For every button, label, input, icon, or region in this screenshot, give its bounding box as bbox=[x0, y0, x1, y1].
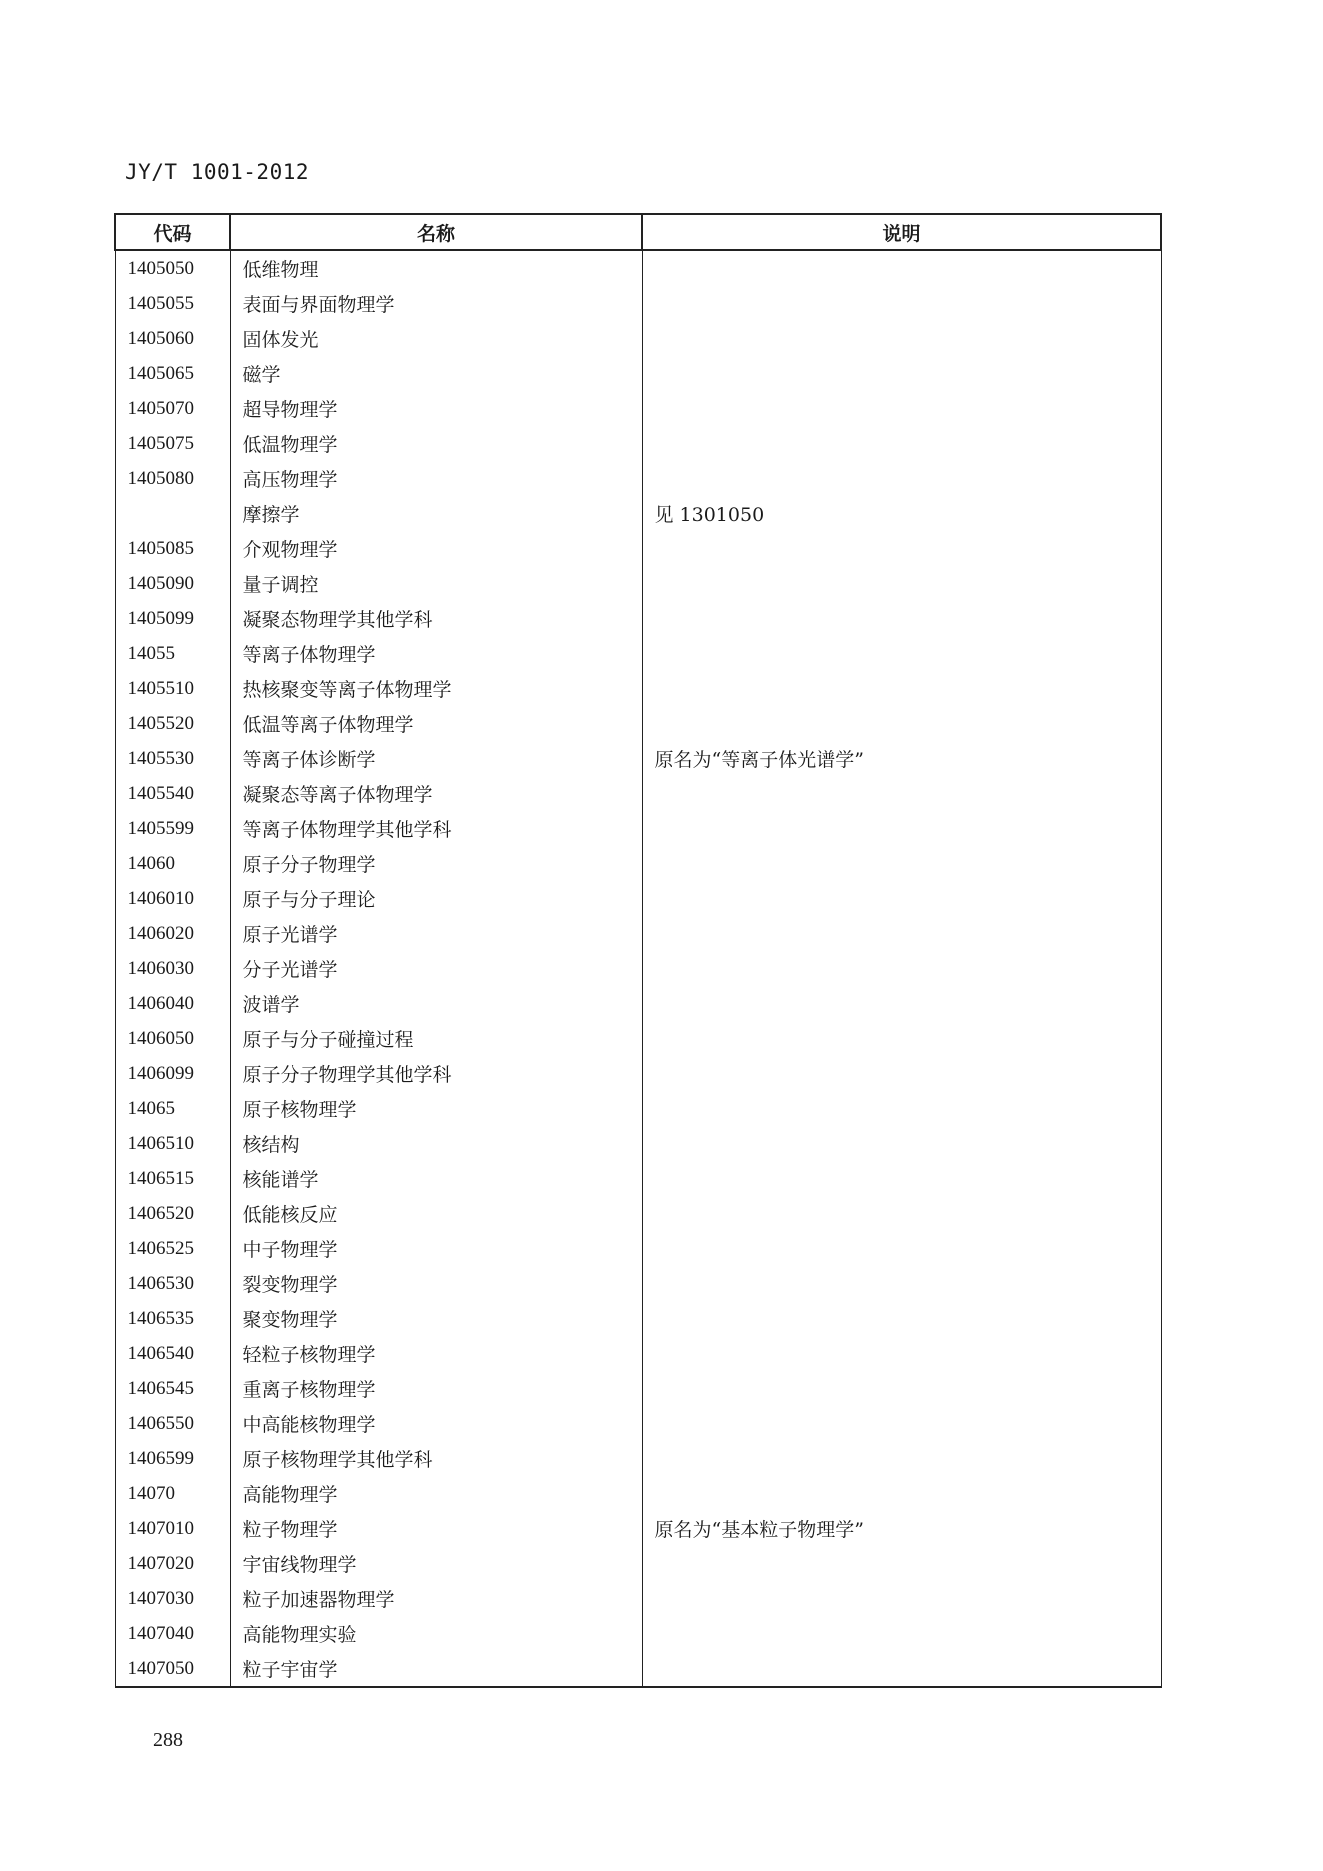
table-row bbox=[115, 776, 1161, 811]
name-cell: 核结构 bbox=[230, 1126, 642, 1161]
table-row bbox=[115, 1546, 1161, 1581]
code-cell: 1407040 bbox=[115, 1616, 230, 1651]
note-cell: 见 1301050 bbox=[642, 496, 1161, 531]
table-row bbox=[115, 1616, 1161, 1651]
note-cell bbox=[642, 531, 1161, 566]
note-cell bbox=[642, 776, 1161, 811]
note-cell: 原名为“基本粒子物理学” bbox=[642, 1511, 1161, 1546]
name-cell: 高压物理学 bbox=[230, 461, 642, 496]
table-row bbox=[115, 811, 1161, 846]
table-row bbox=[115, 1371, 1161, 1406]
name-cell: 高能物理学 bbox=[230, 1476, 642, 1511]
table-row bbox=[115, 356, 1161, 391]
code-cell: 1407050 bbox=[115, 1651, 230, 1687]
code-cell: 1406515 bbox=[115, 1161, 230, 1196]
code-cell: 1405075 bbox=[115, 426, 230, 461]
code-cell: 1406040 bbox=[115, 986, 230, 1021]
table-row bbox=[115, 951, 1161, 986]
table-row bbox=[115, 1336, 1161, 1371]
name-cell: 热核聚变等离子体物理学 bbox=[230, 671, 642, 706]
note-cell bbox=[642, 391, 1161, 426]
note-cell bbox=[642, 1161, 1161, 1196]
note-cell bbox=[642, 321, 1161, 356]
code-cell: 14060 bbox=[115, 846, 230, 881]
code-cell: 1406050 bbox=[115, 1021, 230, 1056]
note-cell bbox=[642, 1021, 1161, 1056]
name-cell: 粒子加速器物理学 bbox=[230, 1581, 642, 1616]
code-cell: 1405530 bbox=[115, 741, 230, 776]
note-cell bbox=[642, 811, 1161, 846]
code-cell: 1406599 bbox=[115, 1441, 230, 1476]
code-cell: 1405510 bbox=[115, 671, 230, 706]
note-cell bbox=[642, 426, 1161, 461]
code-cell: 1406525 bbox=[115, 1231, 230, 1266]
note-cell bbox=[642, 356, 1161, 391]
code-cell: 1407030 bbox=[115, 1581, 230, 1616]
code-cell: 1405090 bbox=[115, 566, 230, 601]
note-cell bbox=[642, 1406, 1161, 1441]
table-row bbox=[115, 1231, 1161, 1266]
note-cell bbox=[642, 1056, 1161, 1091]
table-row bbox=[115, 1301, 1161, 1336]
table-row bbox=[115, 986, 1161, 1021]
code-cell: 1406020 bbox=[115, 916, 230, 951]
table-row bbox=[115, 1476, 1161, 1511]
name-cell: 低温等离子体物理学 bbox=[230, 706, 642, 741]
name-cell: 原子与分子理论 bbox=[230, 881, 642, 916]
note-cell bbox=[642, 706, 1161, 741]
table-row bbox=[115, 250, 1161, 286]
table-row bbox=[115, 461, 1161, 496]
code-cell: 1406535 bbox=[115, 1301, 230, 1336]
note-cell bbox=[642, 1546, 1161, 1581]
note-cell bbox=[642, 566, 1161, 601]
table-row bbox=[115, 881, 1161, 916]
table-row bbox=[115, 1581, 1161, 1616]
name-cell: 表面与界面物理学 bbox=[230, 286, 642, 321]
note-cell bbox=[642, 1651, 1161, 1687]
code-cell: 1406545 bbox=[115, 1371, 230, 1406]
name-cell: 重离子核物理学 bbox=[230, 1371, 642, 1406]
name-cell: 介观物理学 bbox=[230, 531, 642, 566]
table-row bbox=[115, 706, 1161, 741]
note-cell bbox=[642, 1231, 1161, 1266]
code-cell: 1407010 bbox=[115, 1511, 230, 1546]
code-cell: 1406530 bbox=[115, 1266, 230, 1301]
code-cell bbox=[115, 496, 230, 531]
name-cell: 聚变物理学 bbox=[230, 1301, 642, 1336]
code-cell: 1405070 bbox=[115, 391, 230, 426]
table-row bbox=[115, 1406, 1161, 1441]
name-cell: 磁学 bbox=[230, 356, 642, 391]
table-row bbox=[115, 1441, 1161, 1476]
code-cell: 1405060 bbox=[115, 321, 230, 356]
note-cell bbox=[642, 1476, 1161, 1511]
name-cell: 原子分子物理学其他学科 bbox=[230, 1056, 642, 1091]
name-cell: 粒子物理学 bbox=[230, 1511, 642, 1546]
table-row bbox=[115, 1266, 1161, 1301]
column-header-code: 代码 bbox=[115, 214, 230, 250]
name-cell: 原子光谱学 bbox=[230, 916, 642, 951]
name-cell: 等离子体物理学其他学科 bbox=[230, 811, 642, 846]
code-cell: 1405085 bbox=[115, 531, 230, 566]
name-cell: 原子与分子碰撞过程 bbox=[230, 1021, 642, 1056]
code-cell: 1405050 bbox=[115, 250, 230, 286]
name-cell: 中高能核物理学 bbox=[230, 1406, 642, 1441]
note-cell bbox=[642, 1371, 1161, 1406]
column-header-note: 说明 bbox=[642, 214, 1161, 250]
code-cell: 14065 bbox=[115, 1091, 230, 1126]
name-cell: 超导物理学 bbox=[230, 391, 642, 426]
note-cell bbox=[642, 1126, 1161, 1161]
name-cell: 波谱学 bbox=[230, 986, 642, 1021]
discipline-code-table-container bbox=[114, 213, 1160, 1688]
code-cell: 1405065 bbox=[115, 356, 230, 391]
name-cell: 量子调控 bbox=[230, 566, 642, 601]
name-cell: 粒子宇宙学 bbox=[230, 1651, 642, 1687]
page-number: 288 bbox=[153, 1729, 183, 1751]
note-cell bbox=[642, 951, 1161, 986]
table-row bbox=[115, 846, 1161, 881]
note-cell: 原名为“等离子体光谱学” bbox=[642, 741, 1161, 776]
document-standard-id: JY/T 1001-2012 bbox=[125, 160, 310, 184]
note-cell bbox=[642, 286, 1161, 321]
table-row bbox=[115, 531, 1161, 566]
table-row bbox=[115, 916, 1161, 951]
name-cell: 等离子体物理学 bbox=[230, 636, 642, 671]
table-row bbox=[115, 636, 1161, 671]
table-row bbox=[115, 1196, 1161, 1231]
table-row bbox=[115, 1126, 1161, 1161]
note-cell bbox=[642, 881, 1161, 916]
note-cell bbox=[642, 250, 1161, 286]
name-cell: 原子核物理学 bbox=[230, 1091, 642, 1126]
table-row bbox=[115, 1651, 1161, 1687]
name-cell: 等离子体诊断学 bbox=[230, 741, 642, 776]
table-row bbox=[115, 1511, 1161, 1546]
table-row bbox=[115, 321, 1161, 356]
note-cell bbox=[642, 986, 1161, 1021]
name-cell: 轻粒子核物理学 bbox=[230, 1336, 642, 1371]
table-row bbox=[115, 601, 1161, 636]
note-cell bbox=[642, 1196, 1161, 1231]
note-cell bbox=[642, 846, 1161, 881]
table-body bbox=[115, 250, 1161, 1687]
table-row bbox=[115, 566, 1161, 601]
note-cell bbox=[642, 1616, 1161, 1651]
table-row bbox=[115, 1161, 1161, 1196]
note-cell bbox=[642, 671, 1161, 706]
name-cell: 低温物理学 bbox=[230, 426, 642, 461]
note-cell bbox=[642, 601, 1161, 636]
code-cell: 1405055 bbox=[115, 286, 230, 321]
note-cell bbox=[642, 636, 1161, 671]
code-cell: 1405540 bbox=[115, 776, 230, 811]
discipline-code-table bbox=[114, 213, 1162, 1688]
column-header-name: 名称 bbox=[230, 214, 642, 250]
table-header-row bbox=[115, 214, 1161, 250]
table-row bbox=[115, 426, 1161, 461]
note-cell bbox=[642, 1441, 1161, 1476]
name-cell: 中子物理学 bbox=[230, 1231, 642, 1266]
note-cell bbox=[642, 1091, 1161, 1126]
name-cell: 原子分子物理学 bbox=[230, 846, 642, 881]
name-cell: 固体发光 bbox=[230, 321, 642, 356]
name-cell: 高能物理实验 bbox=[230, 1616, 642, 1651]
code-cell: 1405599 bbox=[115, 811, 230, 846]
note-cell bbox=[642, 461, 1161, 496]
note-cell bbox=[642, 916, 1161, 951]
code-cell: 1406520 bbox=[115, 1196, 230, 1231]
note-cell bbox=[642, 1581, 1161, 1616]
code-cell: 1406540 bbox=[115, 1336, 230, 1371]
code-cell: 1407020 bbox=[115, 1546, 230, 1581]
name-cell: 凝聚态物理学其他学科 bbox=[230, 601, 642, 636]
table-row bbox=[115, 741, 1161, 776]
name-cell: 凝聚态等离子体物理学 bbox=[230, 776, 642, 811]
code-cell: 1406550 bbox=[115, 1406, 230, 1441]
table-row bbox=[115, 496, 1161, 531]
name-cell: 低维物理 bbox=[230, 250, 642, 286]
table-row bbox=[115, 671, 1161, 706]
table-row bbox=[115, 1021, 1161, 1056]
note-cell bbox=[642, 1301, 1161, 1336]
name-cell: 宇宙线物理学 bbox=[230, 1546, 642, 1581]
code-cell: 1406510 bbox=[115, 1126, 230, 1161]
table-row bbox=[115, 286, 1161, 321]
code-cell: 1405099 bbox=[115, 601, 230, 636]
note-cell bbox=[642, 1266, 1161, 1301]
code-cell: 1406030 bbox=[115, 951, 230, 986]
name-cell: 分子光谱学 bbox=[230, 951, 642, 986]
code-cell: 14055 bbox=[115, 636, 230, 671]
table-row bbox=[115, 1091, 1161, 1126]
name-cell: 原子核物理学其他学科 bbox=[230, 1441, 642, 1476]
table-row bbox=[115, 1056, 1161, 1091]
code-cell: 14070 bbox=[115, 1476, 230, 1511]
name-cell: 摩擦学 bbox=[230, 496, 642, 531]
code-cell: 1405080 bbox=[115, 461, 230, 496]
code-cell: 1406099 bbox=[115, 1056, 230, 1091]
note-cell bbox=[642, 1336, 1161, 1371]
table-row bbox=[115, 391, 1161, 426]
name-cell: 低能核反应 bbox=[230, 1196, 642, 1231]
code-cell: 1405520 bbox=[115, 706, 230, 741]
name-cell: 裂变物理学 bbox=[230, 1266, 642, 1301]
code-cell: 1406010 bbox=[115, 881, 230, 916]
name-cell: 核能谱学 bbox=[230, 1161, 642, 1196]
